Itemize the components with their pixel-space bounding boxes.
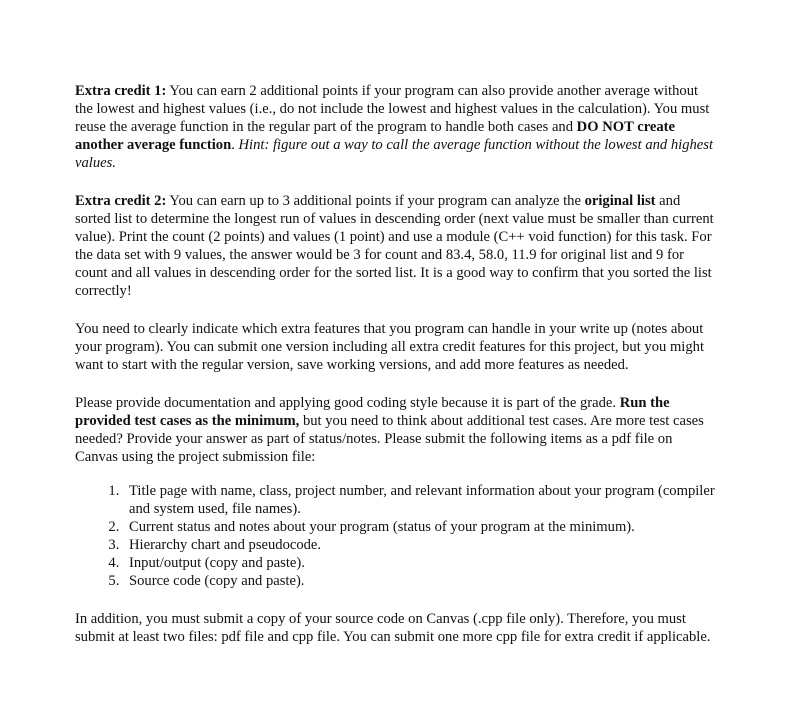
list-item: 2. Current status and notes about your program (status of your program at the minimum). bbox=[123, 518, 715, 536]
extra-credit-1-hint: Hint: figure out a way to call the average function without the lowest and highest values. bbox=[75, 137, 714, 171]
list-item: 1. Title page with name, class, project number, and relevant information about your program (compiler and system used, file names). bbox=[123, 482, 715, 518]
documentation-text-end: but you need to think about additional test cases. Are more test cases needed? Provide your answer as part of status/notes. Please submit the following items as a pdf file on Canvas using the project submission file: bbox=[75, 413, 704, 465]
extra-credit-1-text-end: . bbox=[231, 137, 239, 153]
document-page bbox=[75, 82, 715, 646]
list-item: 4. Input/output (copy and paste). bbox=[123, 554, 715, 572]
extra-credit-1-label: Extra credit 1: bbox=[75, 83, 167, 99]
extra-credit-1-emphasis: DO NOT create another average function bbox=[75, 119, 676, 153]
submission-paragraph: In addition, you must submit a copy of your source code on Canvas (.cpp file only). Therefore, you must submit at least two files: pdf file and cpp file. You can submit one more cpp file for extra credit if applicable. bbox=[75, 611, 711, 645]
extra-credit-2-emphasis: original list bbox=[584, 193, 656, 209]
extra-credit-2-paragraph bbox=[75, 192, 715, 300]
list-item: 5. Source code (copy and paste). bbox=[123, 572, 715, 590]
extra-features-paragraph: You need to clearly indicate which extra features that you program can handle in your write up (notes about your program). You can submit one version including all extra credit features for this project, but you might want to start with the regular version, save working versions, and add more features as needed. bbox=[75, 321, 705, 373]
documentation-text: Please provide documentation and applying good coding style because it is part of the grade. bbox=[75, 395, 620, 411]
extra-credit-2-label: Extra credit 2: bbox=[75, 193, 167, 209]
extra-credit-2-text-end: and sorted list to determine the longest run of values in descending order (next value must be smaller than current value). Print the count (2 points) and values (1 point) and use a module (C++ void function) for this task. For the data set with 9 values, the answer would be 3 for count and 83.4, 58.0, 11.9 for original list and 9 for count and all values in descending order for the sorted list. It is a good way to confirm that you sorted the list correctly! bbox=[75, 193, 714, 299]
extra-credit-1-paragraph bbox=[75, 82, 715, 172]
documentation-emphasis: Run the provided test cases as the minimum, bbox=[75, 395, 670, 429]
submission-items-list bbox=[75, 482, 715, 590]
extra-credit-2-text: You can earn up to 3 additional points if your program can analyze the bbox=[166, 193, 585, 209]
list-item: 3. Hierarchy chart and pseudocode. bbox=[123, 536, 715, 554]
documentation-paragraph bbox=[75, 394, 715, 466]
extra-credit-1-text: You can earn 2 additional points if your program can also provide another average without the lowest and highest values (i.e., do not include the lowest and highest values in the calculation). You must reuse the average function in the regular part of the program to handle both cases and bbox=[75, 83, 710, 135]
